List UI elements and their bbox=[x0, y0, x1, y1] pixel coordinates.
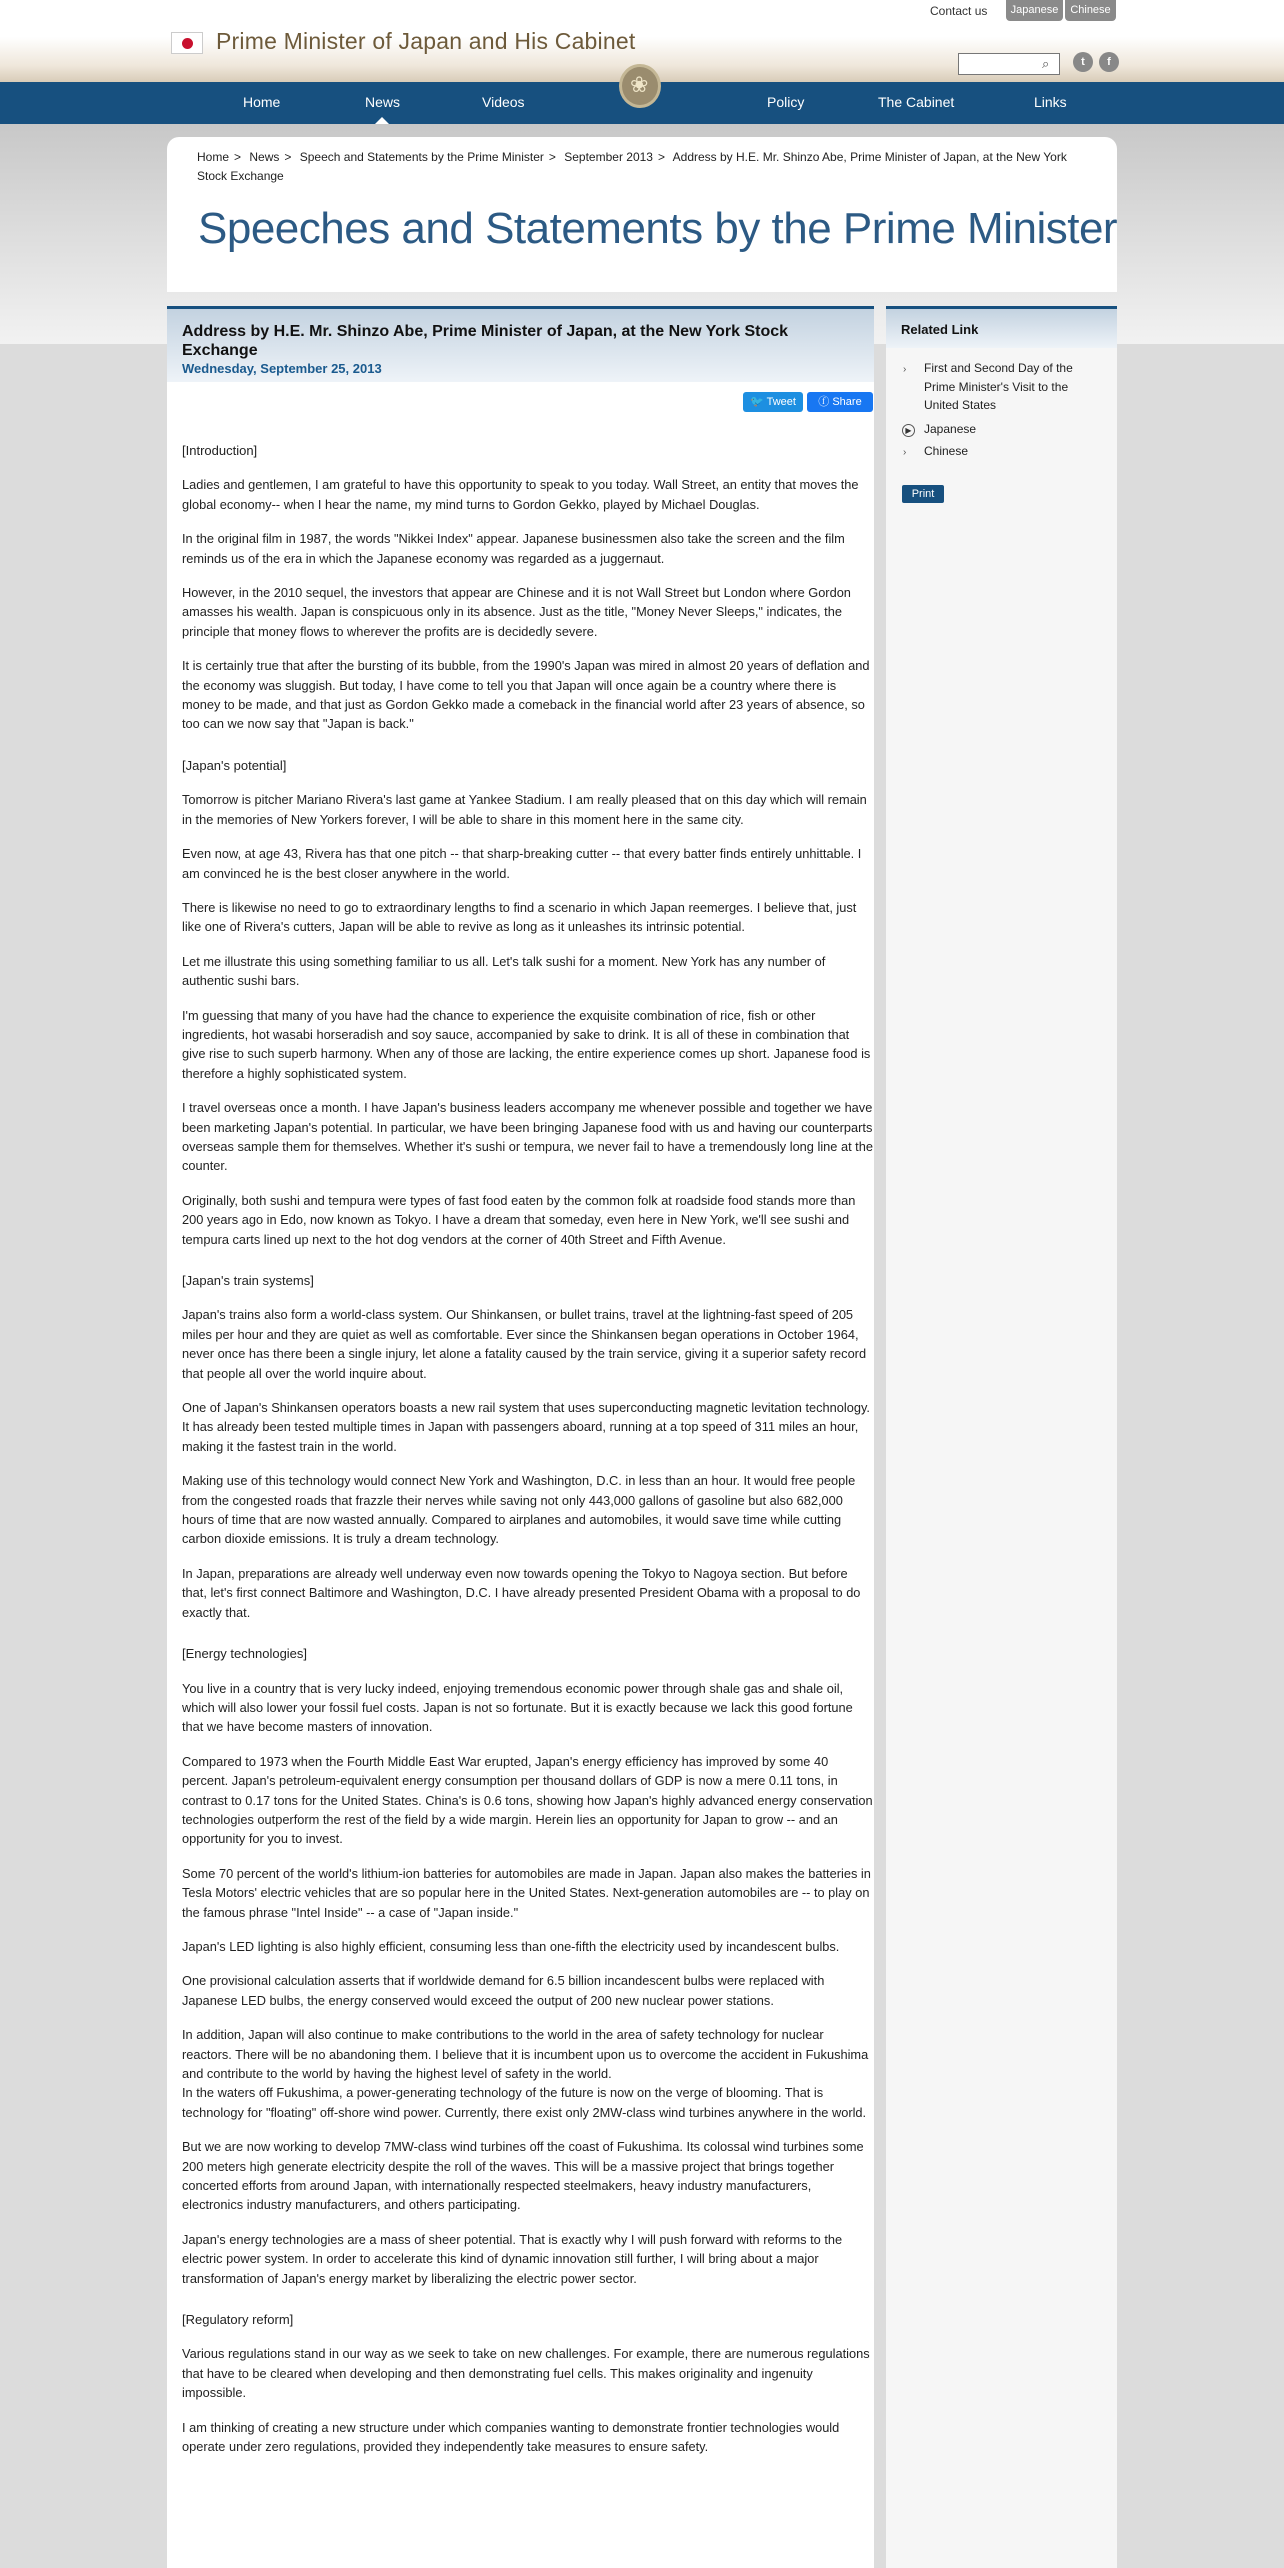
section-heading: [Energy technologies] bbox=[182, 1646, 308, 1662]
article-paragraph: You live in a country that is very lucky indeed, enjoying tremendous economic power through shale gas and shale oil, which will also lower your fossil fuel costs. Japan is not so fortunate. But it is exactly because we lack this good fortune that we have become masters of innovation. bbox=[182, 1680, 853, 1735]
article-paragraph: Various regulations stand in our way as we seek to take on new challenges. For example, there are numerous regulations that have to be cleared when developing and then demonstrating fuel cells. This makes originality and ingenuity impossible. bbox=[182, 2346, 870, 2401]
article-paragraph: I am thinking of creating a new structure under which companies wanting to demonstrate frontier technologies would operate under zero regulations, provided they independently take measures to ensure safety. bbox=[182, 2419, 840, 2455]
share-label: Share bbox=[832, 396, 862, 408]
breadcrumb-speeches[interactable]: Speech and Statements by the Prime Minister bbox=[299, 150, 544, 164]
twitter-icon[interactable]: t bbox=[1073, 52, 1093, 72]
article-paragraph: One of Japan's Shinkansen operators boasts a new rail system that uses superconducting magnetic levitation technology. It has already been tested multiple times in Japan with passengers aboard, running at a top speed of 311 miles an hour, making it the fastest train in the world. bbox=[182, 1400, 870, 1454]
article-paragraph: In the original film in 1987, the words "Nikkei Index" appear. Japanese businessmen also take the screen and the film reminds us of the era in which the Japanese economy was regarded as a juggernaut. bbox=[182, 531, 845, 566]
search-icon[interactable]: ⌕ bbox=[1042, 56, 1050, 71]
section-heading: [Japan's potential] bbox=[182, 757, 287, 773]
article-paragraph: Ladies and gentlemen, I am grateful to have this opportunity to speak to you today. Wall Street, an entity that moves the global economy-- when I hear the name, my mind turns to Gordon Gekko, played by Michael Douglas. bbox=[182, 477, 859, 512]
breadcrumb-current: Address by H.E. Mr. Shinzo Abe, Prime Minister of Japan, at the New York Stock Exchange bbox=[197, 150, 1067, 183]
section-heading: [Regulatory reform] bbox=[182, 2312, 294, 2328]
article-paragraph: Tomorrow is pitcher Mariano Rivera's last game at Yankee Stadium. I am really pleased that on this day which will remain in the memories of New Yorkers forever, I will be able to share in this moment here in the same city. bbox=[182, 792, 867, 827]
tweet-label: Tweet bbox=[766, 396, 796, 408]
japan-flag-icon[interactable] bbox=[171, 32, 203, 54]
nav-videos[interactable]: Videos bbox=[482, 94, 525, 110]
article-paragraph: Japan's trains also form a world-class system. Our Shinkansen, or bullet trains, travel at the lightning-fast speed of 205 miles per hour and they are quiet as well as comfortable. Ever since the Shinkansen began operations in October 1964, never once has there been a single injury, let alone a fatality caused by the train service, giving it a superior safety record that people all over the world inquire about. bbox=[182, 1307, 867, 1381]
breadcrumb: Home > News > Speech and Statements by the Prime Minister > September 2013 > Address by H.E. Mr. Shinzo Abe, Prime Minister of Japan, at the New York Stock Exchange bbox=[197, 150, 1067, 183]
nav-home[interactable]: Home bbox=[243, 94, 281, 110]
contact-us-link[interactable]: Contact us bbox=[930, 4, 988, 18]
related-link-visit[interactable]: First and Second Day of the Prime Minister's Visit to the United States bbox=[924, 361, 1073, 412]
site-title[interactable]: Prime Minister of Japan and His Cabinet bbox=[216, 28, 636, 54]
article-body bbox=[182, 441, 874, 2472]
article-paragraph: Some 70 percent of the world's lithium-ion batteries for automobiles are made in Japan. Japan also makes the batteries in Tesla Motors' electric vehicles that are so popular here in the United States. Next-generation automobiles are -- to play on the famous phrase "Intel Inside" -- a case of "Japan inside." bbox=[182, 1865, 871, 1920]
article-paragraph: But we are now working to develop 7MW-class wind turbines off the coast of Fukushima. Its colossal wind turbines some 200 meters high generate electricity despite the roll of the waves. This will be a massive project that brings together concerted efforts from around Japan, with internationally respected steelmakers, heavy industry manufacturers, electronics industry manufacturers, and others participating. bbox=[182, 2139, 864, 2213]
article-paragraph: Originally, both sushi and tempura were types of fast food eaten by the common folk at roadside food stands more than 200 years ago in Edo, now known as Tokyo. I have a dream that someday, even here in New York, we'll see sushi and tempura carts lined up next to the hot dog vendors at the corner of 40th Street and Fifth Avenue. bbox=[182, 1192, 856, 1247]
tweet-button[interactable] bbox=[743, 392, 803, 412]
breadcrumb-news[interactable]: News bbox=[249, 150, 280, 164]
article-paragraph: In addition, Japan will also continue to make contributions to the world in the area of safety technology for nuclear reactors. There will be no abandoning them. I believe that it is incumbent upon us to overcome the accident in Fukushima and contribute to the world by having the highest level of safety in the world. In the waters off Fukushima, a power-generating technology of the future is now on the verge of blooming. That is technology for "floating" off-shore wind power. Currently, there exist only 2MW-class wind turbines anywhere in the world. bbox=[182, 2027, 869, 2120]
play-circle-icon: ▶ bbox=[902, 424, 915, 437]
facebook-share-button[interactable] bbox=[807, 392, 873, 412]
article-paragraph: Making use of this technology would connect New York and Washington, D.C. in less than an hour. It would free people from the congested roads that frazzle their nerves while saving not only 443,000 gallons of gasoline but also 682,000 hours of time that are now wasted annually. Compared to airplanes and automobiles, it would save time while cutting carbon dioxide emissions. It is truly a dream technology. bbox=[182, 1473, 856, 1547]
article-paragraph: In Japan, preparations are already well underway even now towards opening the Tokyo to Nagoya section. But before that, let's first connect Baltimore and Washington, D.C. I have already presented President Obama with a proposal to do exactly that. bbox=[182, 1565, 861, 1620]
article-title: Address by H.E. Mr. Shinzo Abe, Prime Minister of Japan, at the New York Stock Exchange bbox=[182, 323, 789, 359]
facebook-share-icon: ⓕ bbox=[818, 396, 830, 408]
nav-news[interactable]: News bbox=[365, 94, 401, 110]
article-paragraph: Japan's LED lighting is also highly efficient, consuming less than one-fifth the electricity used by incandescent bulbs. bbox=[182, 1938, 840, 1954]
section-heading: [Japan's train systems] bbox=[182, 1273, 314, 1288]
lang-japanese-button[interactable]: Japanese bbox=[1006, 0, 1063, 21]
article-paragraph: I'm guessing that many of you have had the chance to experience the exquisite combination of rice, fish or other ingredients, hot wasabi horseradish and soy sauce, accompanied by sake to drink. It is all of these in combination that give rise to such superb harmony. When any of those are lacking, the entire experience comes up short. Japanese food is therefore a highly sophisticated system. bbox=[182, 1007, 871, 1081]
chevron-right-icon: › bbox=[903, 447, 907, 458]
article-paragraph: Compared to 1973 when the Fourth Middle East War erupted, Japan's energy efficiency has improved by some 40 percent. Japan's petroleum-equivalent energy consumption per thousand dollars of GDP is now a mere 0.11 tons, in contrast to 0.17 tons for the United States. China's is 0.6 tons, showing how Japan's highly advanced energy conservation technologies outperform the rest of the field by a wide margin. Herein lies an opportunity for Japan to grow -- and an opportunity for you to invest. bbox=[182, 1753, 873, 1847]
page-title: Speeches and Statements by the Prime Minister bbox=[198, 204, 1118, 253]
sidebar bbox=[886, 306, 1117, 2568]
article-paragraph: Even now, at age 43, Rivera has that one pitch -- that sharp-breaking cutter -- that every batter finds entirely unhittable. I am convinced he is the best closer anywhere in the world. bbox=[182, 846, 862, 881]
lang-chinese-button[interactable]: Chinese bbox=[1065, 0, 1116, 21]
section-heading: [Introduction] bbox=[182, 443, 258, 458]
article-paragraph: Let me illustrate this using something familiar to us all. Let's talk sushi for a moment. New York has any number of authentic sushi bars. bbox=[182, 953, 826, 989]
nav-links[interactable]: Links bbox=[1034, 94, 1067, 110]
nav-active-indicator bbox=[375, 117, 389, 124]
twitter-bird-icon: 🐦 bbox=[750, 396, 764, 408]
breadcrumb-home[interactable]: Home bbox=[197, 150, 230, 164]
nav-policy[interactable]: Policy bbox=[767, 94, 805, 110]
article-paragraph: I travel overseas once a month. I have Japan's business leaders accompany me whenever possible and together we have been marketing Japan's potential. In particular, we have been bringing Japanese food with us and having our counterparts overseas sample them for themselves. Whether it's sushi or tempura, we never fail to have a tremendously long line at the counter. bbox=[182, 1100, 873, 1174]
nav-the-cabinet[interactable]: The Cabinet bbox=[878, 94, 955, 110]
breadcrumb-month[interactable]: September 2013 bbox=[564, 150, 653, 164]
related-link-japanese[interactable]: Japanese bbox=[924, 422, 977, 436]
print-button[interactable]: Print bbox=[902, 485, 944, 503]
chevron-right-icon: › bbox=[903, 364, 907, 375]
article-paragraph: There is likewise no need to go to extraordinary lengths to find a scenario in which Japan reemerges. I believe that, just like one of Rivera's cutters, Japan will be able to revive as long as it unleashes its intrinsic potential. bbox=[182, 899, 857, 935]
facebook-icon[interactable]: f bbox=[1099, 52, 1119, 72]
article-paragraph: However, in the 2010 sequel, the investors that appear are Chinese and it is not Wall Street but London where Gordon amasses his wealth. Japan is conspicuous only in its absence. Just as the title, "Money Never Sleeps," indicates, the principle that money flows to wherever the profits are is decidedly severe. bbox=[182, 585, 851, 639]
article-date: Wednesday, September 25, 2013 bbox=[182, 361, 382, 376]
article-paragraph: One provisional calculation asserts that if worldwide demand for 6.5 billion incandescent bulbs were replaced with Japanese LED bulbs, the energy conserved would exceed the output of 200 new nuclear power stations. bbox=[182, 1973, 825, 2008]
article-paragraph: Japan's energy technologies are a mass of sheer potential. That is exactly why I will push forward with reforms to the electric power system. In order to accelerate this kind of dynamic innovation still further, I will bring about a major transformation of Japan's energy market by liberalizing the electric power sector. bbox=[182, 2231, 843, 2286]
related-link-chinese[interactable]: Chinese bbox=[924, 444, 969, 458]
related-link-title: Related Link bbox=[901, 322, 979, 337]
article-paragraph: It is certainly true that after the bursting of its bubble, from the 1990's Japan was mired in almost 20 years of deflation and the economy was sluggish. But today, I have come to tell you that Japan will once again be a country where there is money to be made, and that just as Gordon Gekko made a comeback in the financial world after 23 years of absence, so too can we now say that "Japan is back." bbox=[182, 658, 870, 732]
paulownia-emblem-icon[interactable] bbox=[619, 64, 661, 108]
